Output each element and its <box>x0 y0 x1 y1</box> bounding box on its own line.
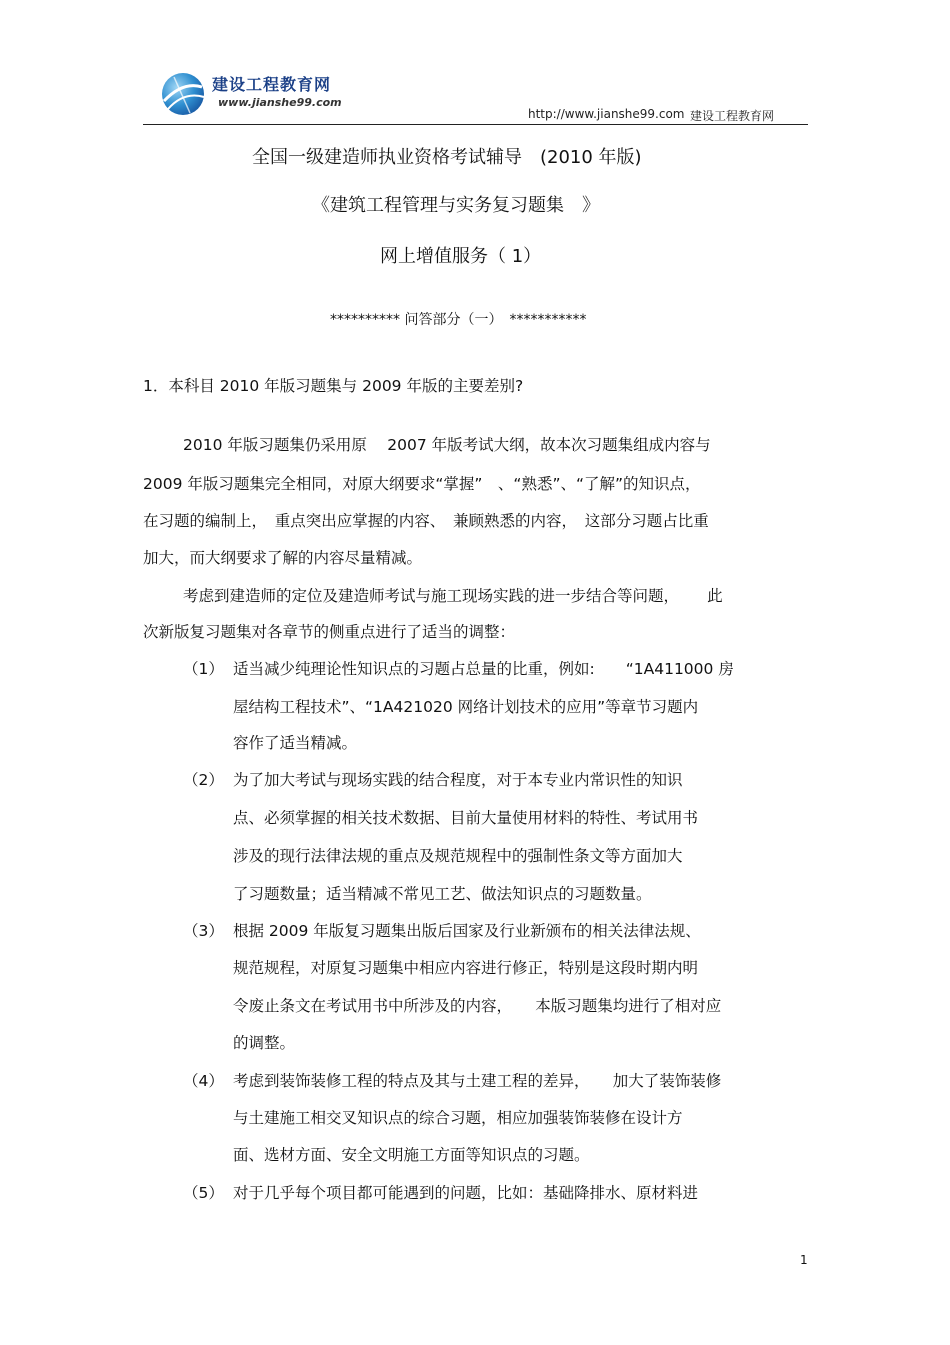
list-item-line: 对于几乎每个项目都可能遇到的问题，比如：基础降排水、原材料进 <box>233 1184 699 1202</box>
header-site-name: 建设工程教育网 <box>690 109 775 123</box>
question-heading: 1．本科目 2010 年版习题集与 2009 年版的主要差别? <box>143 377 524 395</box>
header-divider <box>143 124 808 125</box>
paragraph-line: 2010 年版习题集仍采用原 2007 年版考试大纲，故本次习题集组成内容与 <box>183 436 711 454</box>
list-item-number: （4） <box>183 1072 224 1090</box>
site-logo[interactable] <box>160 68 350 120</box>
list-item-line: 了习题数量；适当精减不常见工艺、做法知识点的习题数量。 <box>233 885 652 903</box>
title-line-1: 全国一级建造师执业资格考试辅导 (2010 年版) <box>252 147 642 168</box>
list-item-line: 的调整。 <box>233 1034 296 1052</box>
title-line-3: 网上增值服务（ 1） <box>380 246 542 267</box>
list-item-line: 为了加大考试与现场实践的结合程度，对于本专业内常识性的知识 <box>233 771 683 789</box>
list-item-number: （3） <box>183 922 224 940</box>
page-number: 1 <box>800 1253 808 1267</box>
title-line-2: 《建筑工程管理与实务复习题集 》 <box>312 195 600 216</box>
section-heading: ********** 问答部分（一） *********** <box>330 312 587 328</box>
logo-name: 建设工程教育网 <box>212 75 332 94</box>
list-item-line: 考虑到装饰装修工程的特点及其与土建工程的差异， 加大了装饰装修 <box>233 1072 722 1090</box>
list-item-number: （1） <box>183 660 224 678</box>
list-item-line: 涉及的现行法律法规的重点及规范规程中的强制性条文等方面加大 <box>233 847 683 865</box>
list-item-line: 屋结构工程技术”、“1A421020 网络计划技术的应用”等章节习题内 <box>233 698 699 716</box>
header-url-link[interactable]: http://www.jianshe99.com <box>528 107 685 121</box>
paragraph-line: 在习题的编制上， 重点突出应掌握的内容、 兼顾熟悉的内容， 这部分习题占比重 <box>143 512 709 530</box>
logo-url: www.jianshe99.com <box>218 96 342 109</box>
list-item-number: （2） <box>183 771 224 789</box>
paragraph-line: 2009 年版习题集完全相同，对原大纲要求“掌握” 、“熟悉”、“了解”的知识点， <box>143 475 701 493</box>
list-item-number: （5） <box>183 1184 224 1202</box>
list-item-line: 根据 2009 年版复习题集出版后国家及行业新颁布的相关法律法规、 <box>233 922 701 940</box>
list-item-line: 容作了适当精减。 <box>233 734 358 752</box>
paragraph-line: 考虑到建造师的定位及建造师考试与施工现场实践的进一步结合等问题， 此 <box>183 587 723 605</box>
list-item-line: 与土建施工相交叉知识点的综合习题，相应加强装饰装修在设计方 <box>233 1109 683 1127</box>
list-item-line: 面、选材方面、安全文明施工方面等知识点的习题。 <box>233 1146 590 1164</box>
paragraph-line: 加大，而大纲要求了解的内容尽量精减。 <box>143 549 423 567</box>
list-item-line: 适当减少纯理论性知识点的习题占总量的比重，例如: “1A411000 房 <box>233 660 734 678</box>
list-item-line: 令废止条文在考试用书中所涉及的内容， 本版习题集均进行了相对应 <box>233 997 722 1015</box>
list-item-line: 规范规程，对原复习题集中相应内容进行修正，特别是这段时期内明 <box>233 959 699 977</box>
paragraph-line: 次新版复习题集对各章节的侧重点进行了适当的调整： <box>143 623 516 641</box>
list-item-line: 点、必须掌握的相关技术数据、目前大量使用材料的特性、考试用书 <box>233 809 699 827</box>
globe-logo-icon <box>160 71 206 117</box>
